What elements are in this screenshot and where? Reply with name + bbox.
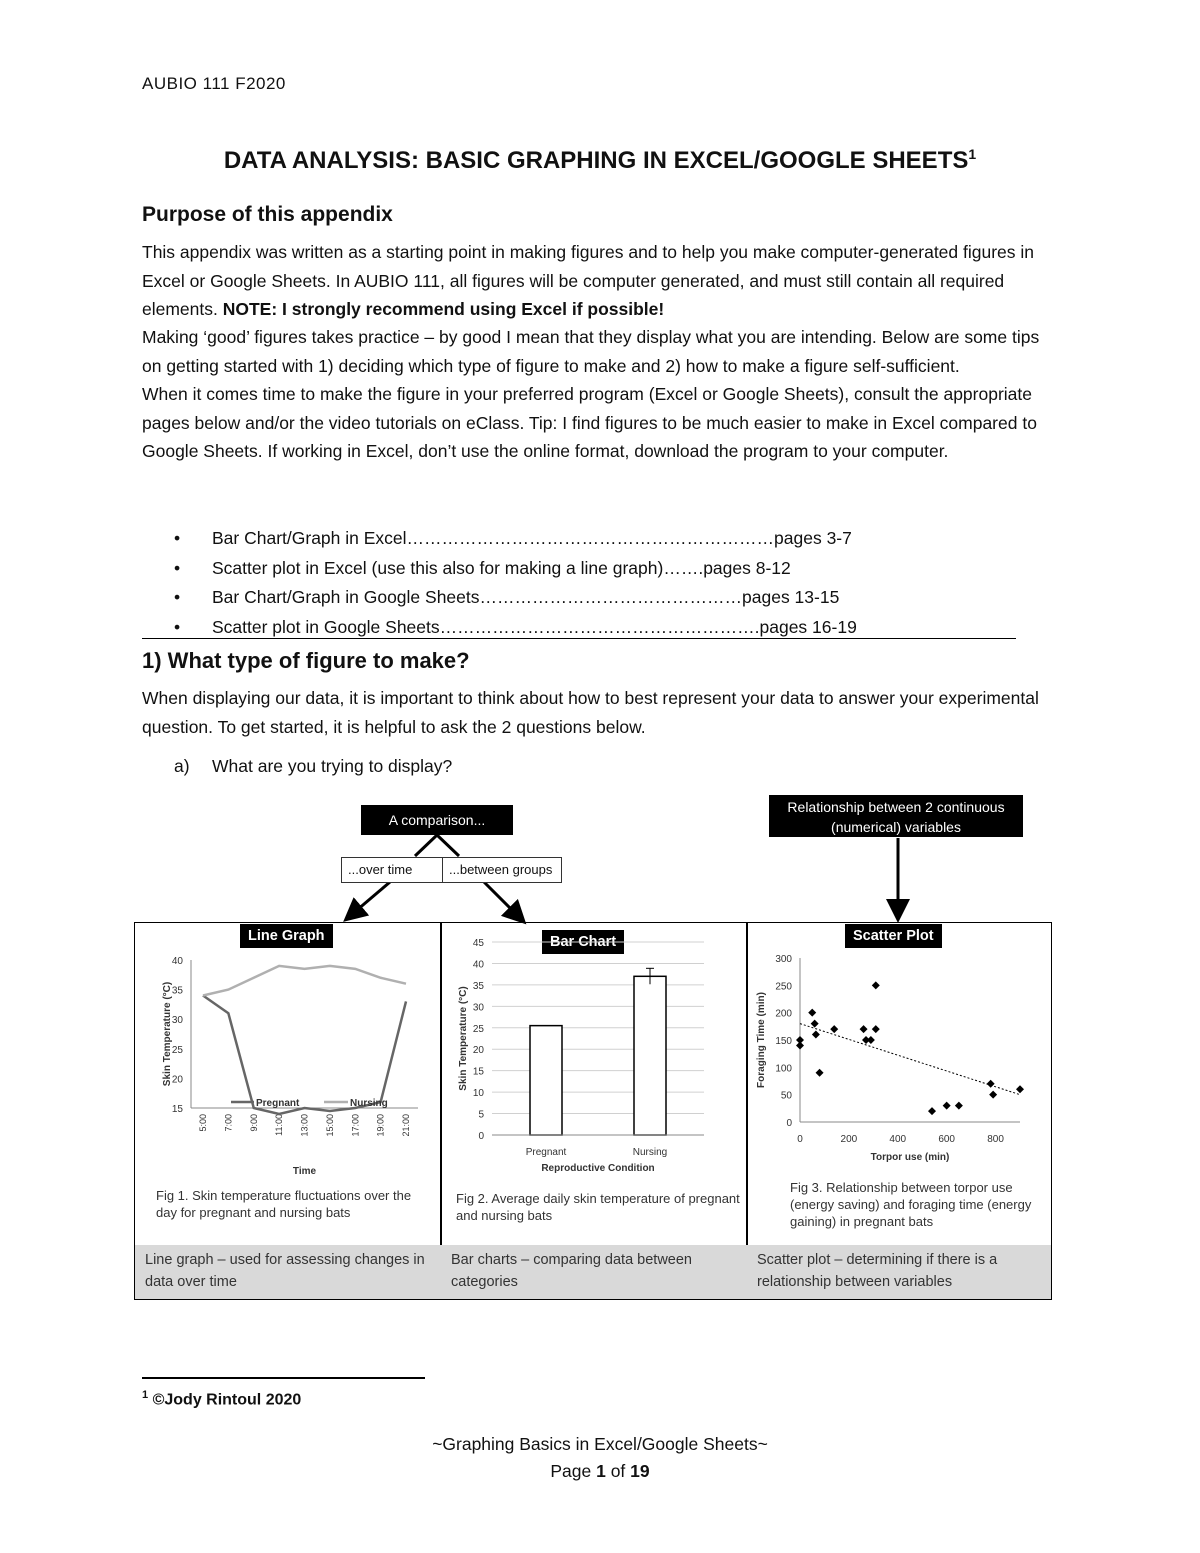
y-tick-label: 250	[775, 981, 792, 993]
y-tick-label: 0	[786, 1118, 792, 1129]
footnote-text: ©Jody Rintoul 2020	[152, 1391, 302, 1409]
data-point	[830, 1025, 838, 1033]
y-tick-label: 20	[472, 1045, 484, 1057]
section-divider	[142, 638, 1016, 639]
data-point	[812, 1031, 820, 1039]
purpose-paragraph-2	[142, 323, 1062, 466]
data-point	[872, 1025, 880, 1033]
x-tick-label: 600	[938, 1134, 956, 1145]
data-point	[796, 1036, 804, 1044]
bar	[530, 1026, 562, 1135]
data-point	[989, 1091, 997, 1099]
y-tick-label: 0	[478, 1131, 484, 1142]
data-point	[928, 1107, 936, 1115]
scatter-plot-tag: Scatter Plot	[845, 924, 942, 948]
x-axis-label: Time	[292, 1166, 317, 1177]
y-tick-label: 45	[472, 938, 484, 949]
y-tick-label: 200	[775, 1008, 792, 1020]
fig3-caption: Fig 3. Relationship between torpor use (energy saving) and foraging time (energy gaining) in pregnant bats	[790, 1180, 1032, 1229]
data-point	[811, 1020, 819, 1028]
x-axis-label: Reproductive Condition	[541, 1163, 655, 1174]
x-tick-label: 15:00	[324, 1114, 335, 1137]
page-total: 19	[630, 1461, 650, 1481]
y-tick-label: 20	[171, 1074, 183, 1086]
data-point	[816, 1069, 824, 1077]
x-tick-label: 5:00	[198, 1114, 208, 1132]
between-groups-box: ...between groups	[442, 857, 562, 883]
fig1-caption: Fig 1. Skin temperature fluctuations over the day for pregnant and nursing bats	[156, 1188, 412, 1220]
y-tick-label: 5	[478, 1109, 484, 1121]
toc-item: • Bar Chart/Graph in Excel………………………………………………………pages 3-7	[142, 524, 1022, 554]
legend-label: Nursing	[350, 1098, 388, 1109]
title-footnote-mark: 1	[968, 146, 977, 162]
x-tick-label: 9:00	[248, 1114, 259, 1132]
line-graph-tag: Line Graph	[240, 924, 333, 948]
line-graph-footer: Line graph – used for assessing changes in data over time	[135, 1245, 441, 1299]
y-axis-label: Skin Temperature (°C)	[458, 986, 469, 1091]
comparison-box: A comparison...	[361, 805, 513, 835]
data-point	[872, 981, 880, 989]
toc-item: • Bar Chart/Graph in Google Sheets………………………………………pages 13-15	[142, 583, 1022, 613]
footer-title: ~Graphing Basics in Excel/Google Sheets~	[432, 1434, 768, 1454]
purpose-para3-text: When it comes time to make the figure in your preferred program (Excel or Google Sheets), consult the appropriate pages below and/or the video tutorials on eClass. Tip: I find figures to be much easier to make in Excel compared to Google Sheets. If working in Excel, don’t use the online format, download the program to your computer.	[142, 384, 1037, 461]
question-a-label: a)	[174, 756, 190, 776]
data-point	[860, 1025, 868, 1033]
x-tick-label: 800	[987, 1134, 1004, 1145]
page-of: of	[605, 1461, 631, 1481]
title-text: DATA ANALYSIS: BASIC GRAPHING IN EXCEL/GOOGLE SHEETS	[223, 147, 969, 174]
question-a	[174, 756, 452, 777]
section1-heading: 1) What type of figure to make?	[142, 648, 470, 673]
bar-chart	[442, 930, 746, 1178]
bar	[634, 976, 666, 1135]
data-point	[987, 1080, 995, 1088]
x-tick-label: Pregnant	[525, 1147, 567, 1158]
y-tick-label: 30	[171, 1015, 183, 1027]
purpose-para2-text: Making ‘good’ figures takes practice – by good I mean that they display what you are intending. Below are some tips on getting started with 1) deciding which type of figure to make and 2) how to make a figure self-sufficient.	[142, 327, 1040, 376]
scatter-chart	[748, 950, 1050, 1170]
fig2-caption: Fig 2. Average daily skin temperature of pregnant and nursing bats	[456, 1191, 740, 1223]
x-axis-label: Torpor use (min)	[870, 1152, 950, 1163]
legend-label: Pregnant	[256, 1098, 300, 1109]
toc-list	[142, 524, 1022, 642]
data-point	[867, 1036, 875, 1044]
y-tick-label: 35	[171, 985, 183, 997]
page-title	[0, 146, 1200, 175]
y-axis-label: Foraging Time (min)	[756, 992, 767, 1088]
x-tick-label: 21:00	[401, 1114, 411, 1137]
page-number	[0, 1461, 1200, 1482]
footnote-mark: 1	[142, 1389, 149, 1401]
y-tick-label: 150	[775, 1036, 792, 1047]
purpose-paragraph-1	[142, 238, 1062, 324]
course-header: AUBIO 111 F2020	[142, 74, 286, 93]
purpose-para1-text: This appendix was written as a starting point in making figures and to help you make computer-generated figures in Excel or Google Sheets. In AUBIO 111, all figures will be computer generated, and must still contain all required elements.	[142, 242, 1035, 319]
section1-paragraph: When displaying our data, it is important to think about how to best represent your data to answer your experimental question. To get started, it is helpful to ask the 2 questions below.	[142, 688, 1039, 737]
y-tick-label: 50	[780, 1090, 792, 1102]
y-tick-label: 40	[472, 959, 484, 971]
page-current: 1	[596, 1461, 606, 1481]
y-tick-label: 15	[171, 1104, 183, 1115]
y-tick-label: 100	[775, 1063, 792, 1075]
y-tick-label: 15	[472, 1066, 484, 1078]
line-chart	[136, 950, 440, 1178]
y-tick-label: 10	[472, 1088, 484, 1100]
x-tick-label: 19:00	[375, 1114, 386, 1137]
x-tick-label: 11:00	[274, 1114, 285, 1136]
over-time-box: ...over time	[341, 857, 443, 883]
y-tick-label: 300	[775, 954, 792, 965]
series-line	[203, 996, 406, 1114]
purpose-note: NOTE: I strongly recommend using Excel if possible!	[222, 299, 665, 319]
x-tick-label: 7:00	[223, 1114, 234, 1132]
y-axis-label: Skin Temperature (°C)	[162, 981, 173, 1087]
footnote-rule	[142, 1377, 425, 1379]
y-tick-label: 35	[472, 980, 484, 992]
y-tick-label: 25	[171, 1044, 183, 1056]
x-tick-label: 0	[797, 1134, 803, 1145]
scatter-plot-footer: Scatter plot – determining if there is a relationship between variables	[747, 1245, 1051, 1299]
page-prefix: Page	[550, 1461, 597, 1481]
question-a-text: What are you trying to display?	[212, 756, 453, 776]
data-point	[943, 1102, 951, 1110]
data-point	[808, 1009, 816, 1017]
toc-item: • Scatter plot in Google Sheets……………………………………………….pages 16-19	[142, 613, 1022, 643]
x-tick-label: Nursing	[632, 1147, 668, 1158]
x-tick-label: 200	[840, 1134, 858, 1145]
series-line	[203, 966, 406, 996]
bar-chart-footer: Bar charts – comparing data between categories	[441, 1245, 747, 1299]
bar-chart-tag: Bar Chart	[542, 930, 624, 954]
x-tick-label: 400	[889, 1134, 907, 1145]
y-tick-label: 25	[472, 1023, 484, 1035]
toc-item: • Scatter plot in Excel (use this also for making a line graph)…….pages 8-12	[142, 554, 1022, 584]
data-point	[1016, 1085, 1024, 1093]
footnote	[142, 1389, 301, 1409]
data-point	[955, 1102, 963, 1110]
x-tick-label: 17:00	[350, 1114, 361, 1137]
y-tick-label: 30	[472, 1002, 484, 1014]
relationship-box: Relationship between 2 continuous (numerical) variables	[769, 795, 1023, 837]
purpose-heading: Purpose of this appendix	[142, 203, 393, 226]
x-tick-label: 13:00	[299, 1114, 310, 1137]
y-tick-label: 40	[171, 956, 183, 967]
